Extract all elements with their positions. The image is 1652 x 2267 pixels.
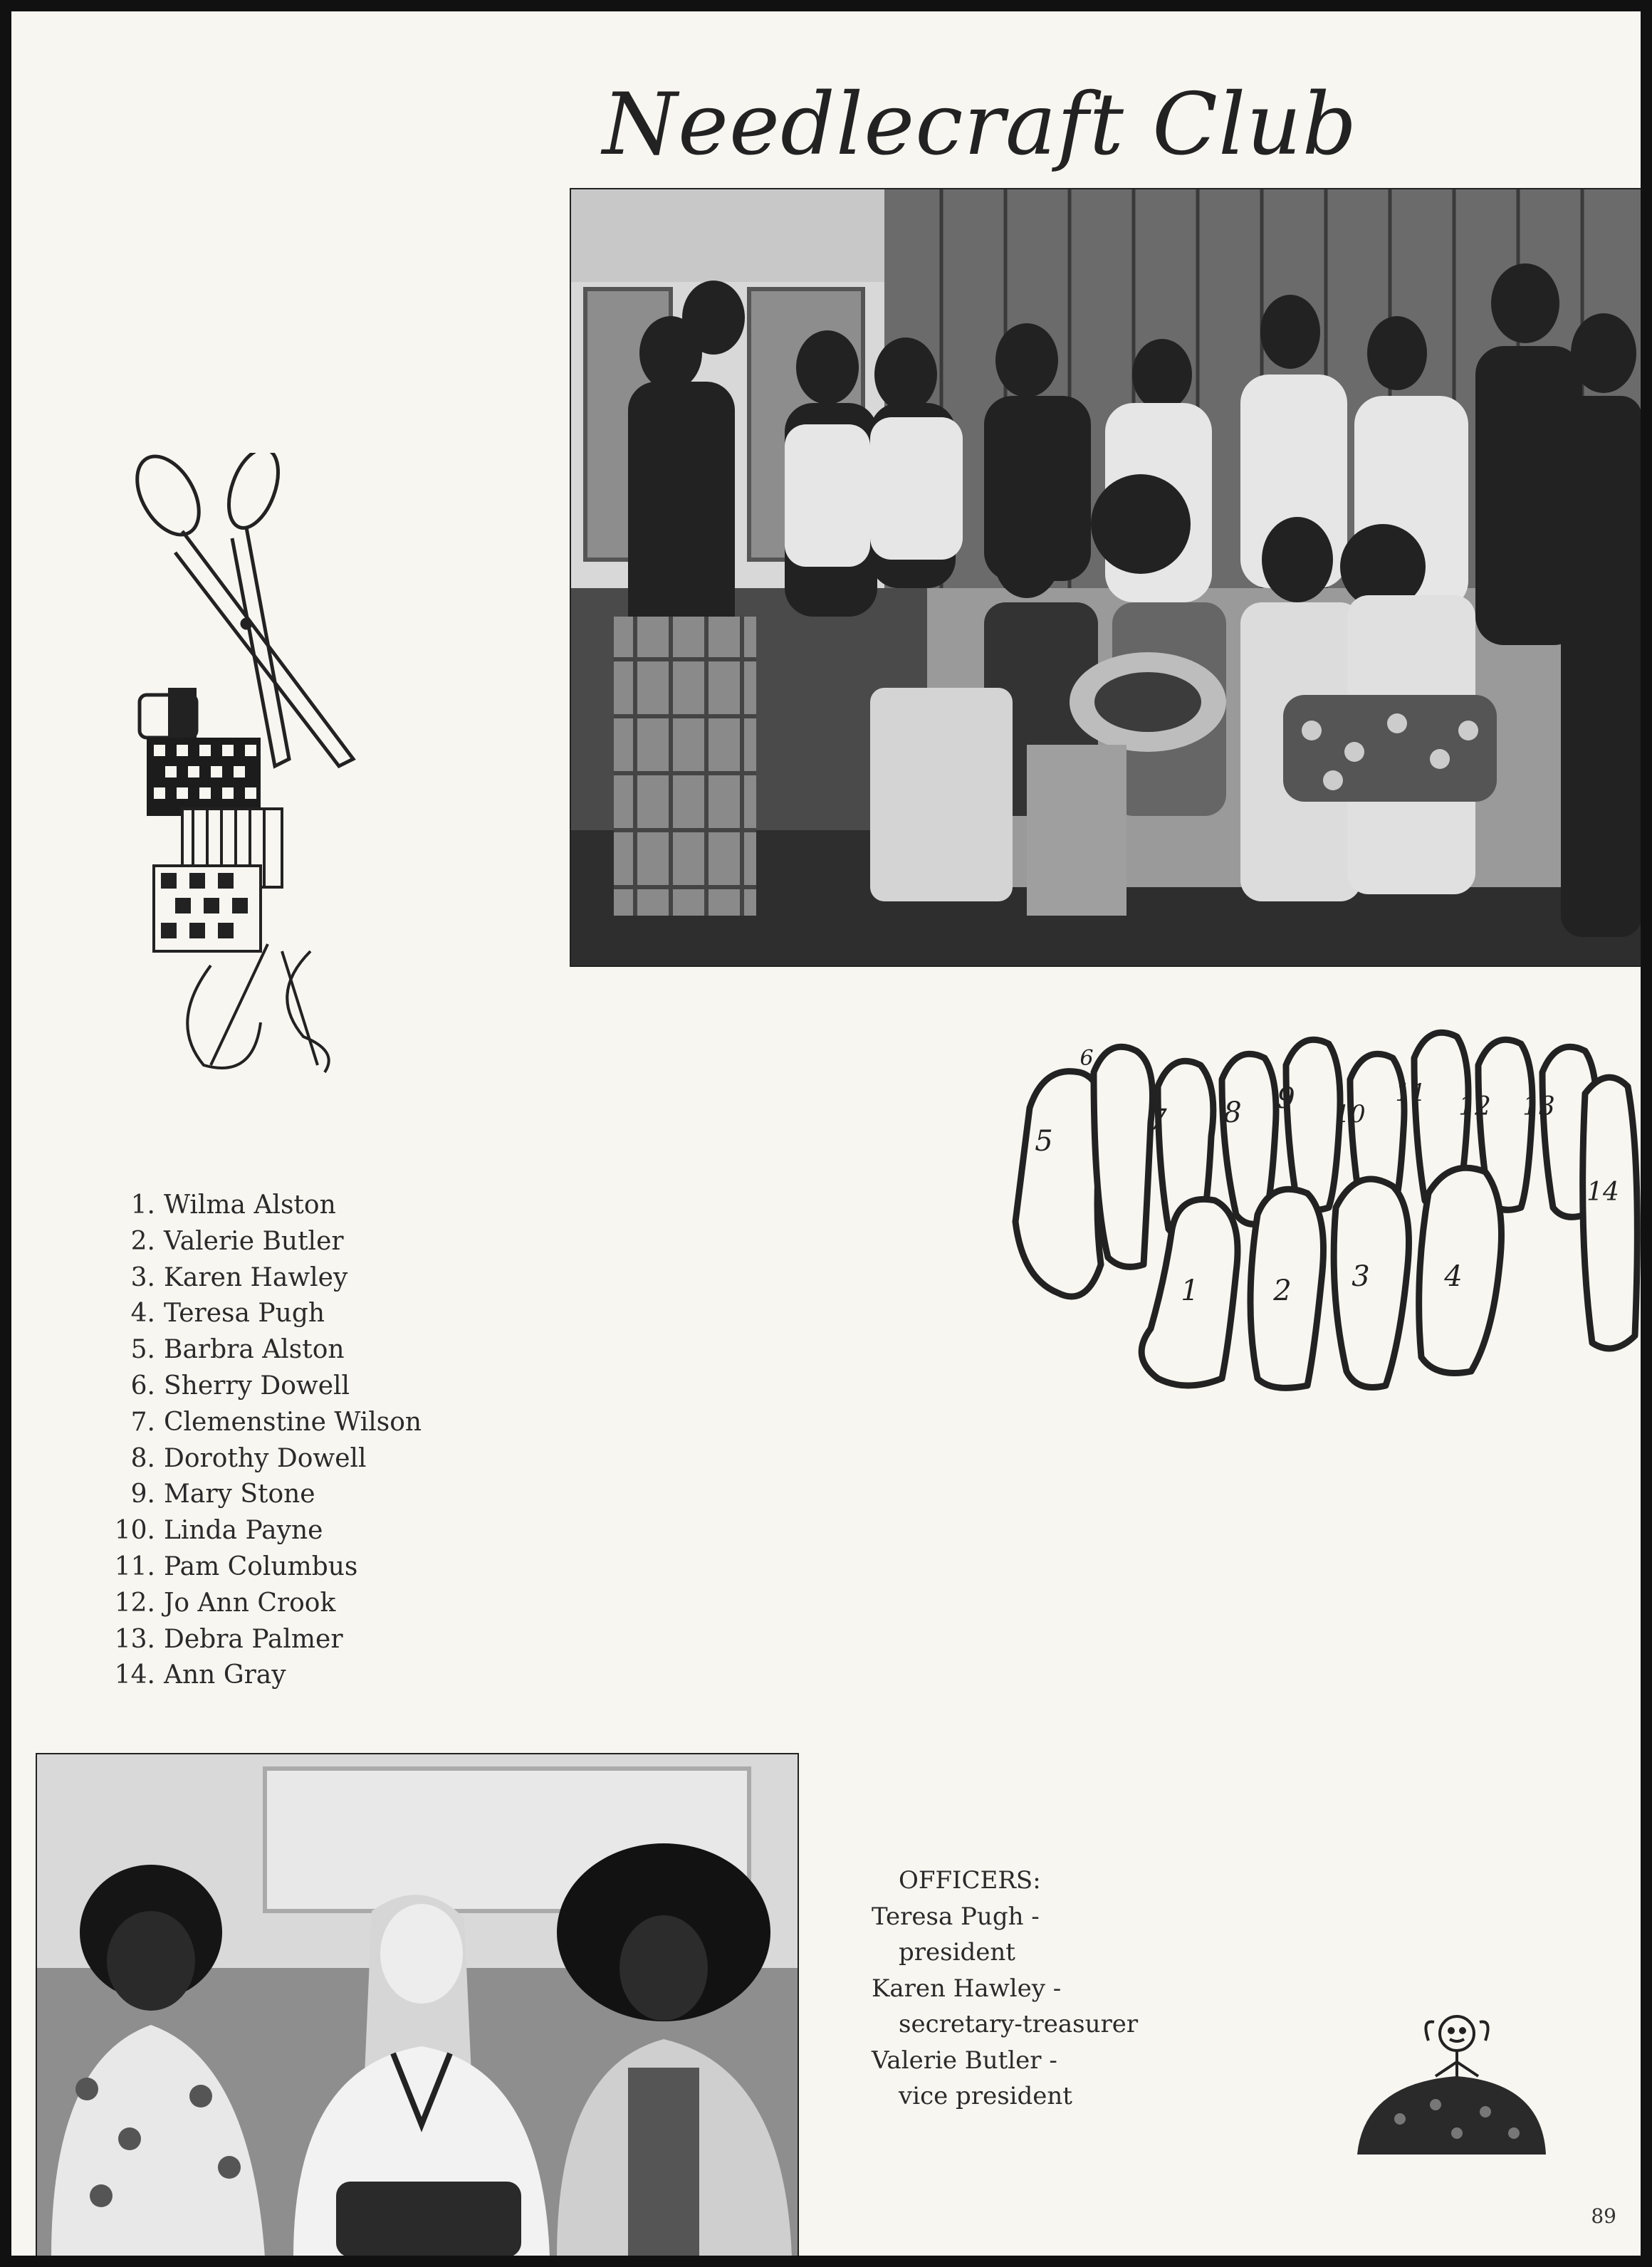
key-label-7: 7	[1149, 1104, 1167, 1136]
officer-role: vice president	[899, 2082, 1072, 2110]
key-label-3: 3	[1352, 1260, 1370, 1293]
roster-item: 4. Teresa Pugh	[130, 1299, 325, 1329]
member-key-diagram	[1001, 1022, 1641, 1424]
roster-item: 10. Linda Payne	[114, 1516, 323, 1546]
roster-item: 1. Wilma Alston	[130, 1190, 336, 1220]
roster-item: 9. Mary Stone	[130, 1480, 315, 1509]
globe-doodle	[1350, 2005, 1549, 2155]
officers-photo	[36, 1753, 799, 2256]
roster-item: 7. Clemenstine Wilson	[130, 1407, 422, 1437]
officer-role: secretary-treasurer	[899, 2010, 1139, 2038]
officer-name: Valerie Butler -	[872, 2046, 1057, 2075]
officer-name: Teresa Pugh -	[872, 1902, 1040, 1931]
roster-item: 3. Karen Hawley	[130, 1262, 348, 1292]
roster-item: 5. Barbra Alston	[130, 1335, 345, 1365]
key-label-12: 12	[1458, 1092, 1491, 1121]
roster-item: 6. Sherry Dowell	[130, 1371, 350, 1400]
key-label-8: 8	[1223, 1096, 1242, 1129]
key-label-9: 9	[1277, 1082, 1295, 1115]
group-photo	[570, 188, 1641, 967]
officers-heading: OFFICERS:	[899, 1866, 1041, 1895]
key-label-11: 11	[1395, 1079, 1426, 1107]
roster-item: 2. Valerie Butler	[130, 1226, 344, 1256]
roster-item: 12. Jo Ann Crook	[114, 1588, 336, 1618]
key-label-14: 14	[1586, 1178, 1619, 1207]
key-label-2: 2	[1273, 1274, 1292, 1307]
page-number: 89	[1591, 2204, 1616, 2228]
page-title: Needlecraft Club	[602, 75, 1358, 174]
key-label-10: 10	[1334, 1100, 1366, 1129]
key-label-5: 5	[1035, 1125, 1053, 1158]
member-roster	[104, 1188, 422, 1694]
key-label-4: 4	[1444, 1260, 1463, 1293]
officers-list	[872, 1863, 1138, 2115]
roster-item: 14. Ann Gray	[114, 1660, 286, 1690]
officer-name: Karen Hawley -	[872, 1974, 1062, 2003]
key-label-13: 13	[1522, 1092, 1555, 1121]
key-label-6: 6	[1079, 1046, 1094, 1071]
roster-item: 13. Debra Palmer	[114, 1624, 343, 1654]
officer-role: president	[899, 1938, 1015, 1967]
scissors-fabric-illustration	[125, 453, 396, 1079]
roster-item: 8. Dorothy Dowell	[130, 1443, 367, 1473]
yearbook-page	[11, 11, 1641, 2256]
roster-item: 11. Pam Columbus	[114, 1551, 358, 1581]
key-label-1: 1	[1181, 1274, 1199, 1307]
